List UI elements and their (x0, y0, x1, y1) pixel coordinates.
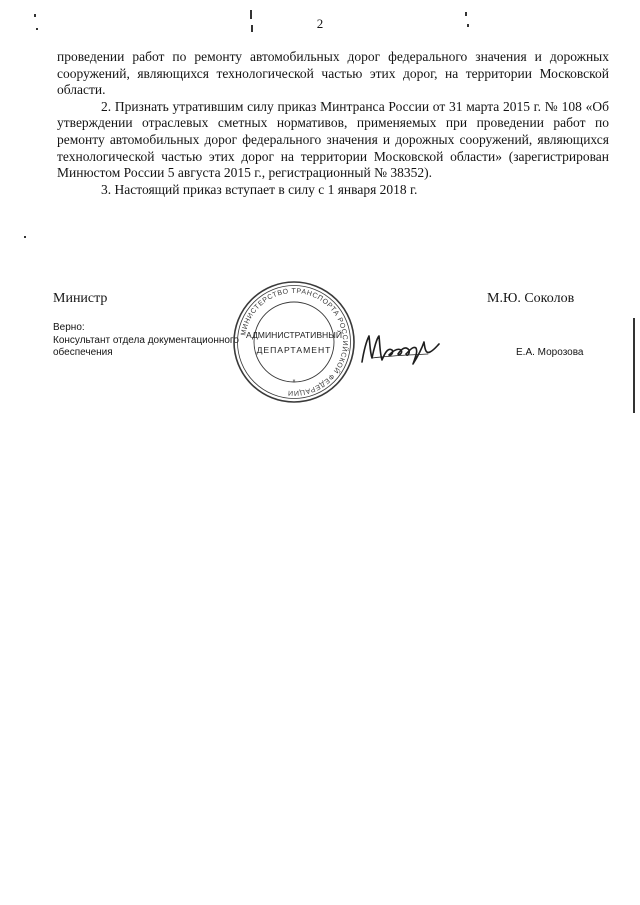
stamp-center-text: ДЕПАРТАМЕНТ (256, 345, 332, 355)
consultant-position: Консультант отдела документационного (53, 334, 239, 346)
consultant-name: Е.А. Морозова (516, 347, 584, 358)
official-stamp (232, 280, 356, 404)
page-number: 2 (316, 16, 324, 31)
stamp-star: * (292, 379, 296, 386)
minister-title: Министр (53, 291, 108, 306)
stamp-center-text: АДМИНИСТРАТИВНЫЙ (245, 330, 343, 340)
handwritten-signature (358, 328, 442, 370)
certification-block (53, 322, 239, 360)
paragraph: 2. Признать утратившим силу приказ Минтранса России от 31 марта 2015 г. № 108 «Об утверждении отраслевых сметных нормативов, применяемых при проведении работ по ремонту автомобильных дорог федерального значения и дорожных сооружений, являющихся технологической частью этих дорог на территории Московской области» (зарегистрирован Минюстом России 5 августа 2015 г., регистрационный № 38352). (57, 98, 609, 181)
consultant-position: обеспечения (53, 347, 113, 358)
minister-name: М.Ю. Соколов (487, 291, 575, 306)
stamp-ring-text: МИНИСТЕРСТВО ТРАНСПОРТА РОССИЙСКОЙ ФЕДЕРАЦИИ (240, 287, 349, 397)
stamp-inner-ring (254, 302, 334, 382)
document-body (57, 49, 609, 198)
verified-label: Верно: (53, 322, 85, 333)
scan-mark (633, 318, 635, 413)
paragraph: проведении работ по ремонту автомобильных дорог федерального значения и дорожных сооружений, являющихся технологической частью этих дорог, на территории Московской области. (57, 49, 609, 98)
paragraph: 3. Настоящий приказ вступает в силу с 1 января 2018 г. (101, 181, 418, 197)
scan-mark (24, 236, 26, 238)
